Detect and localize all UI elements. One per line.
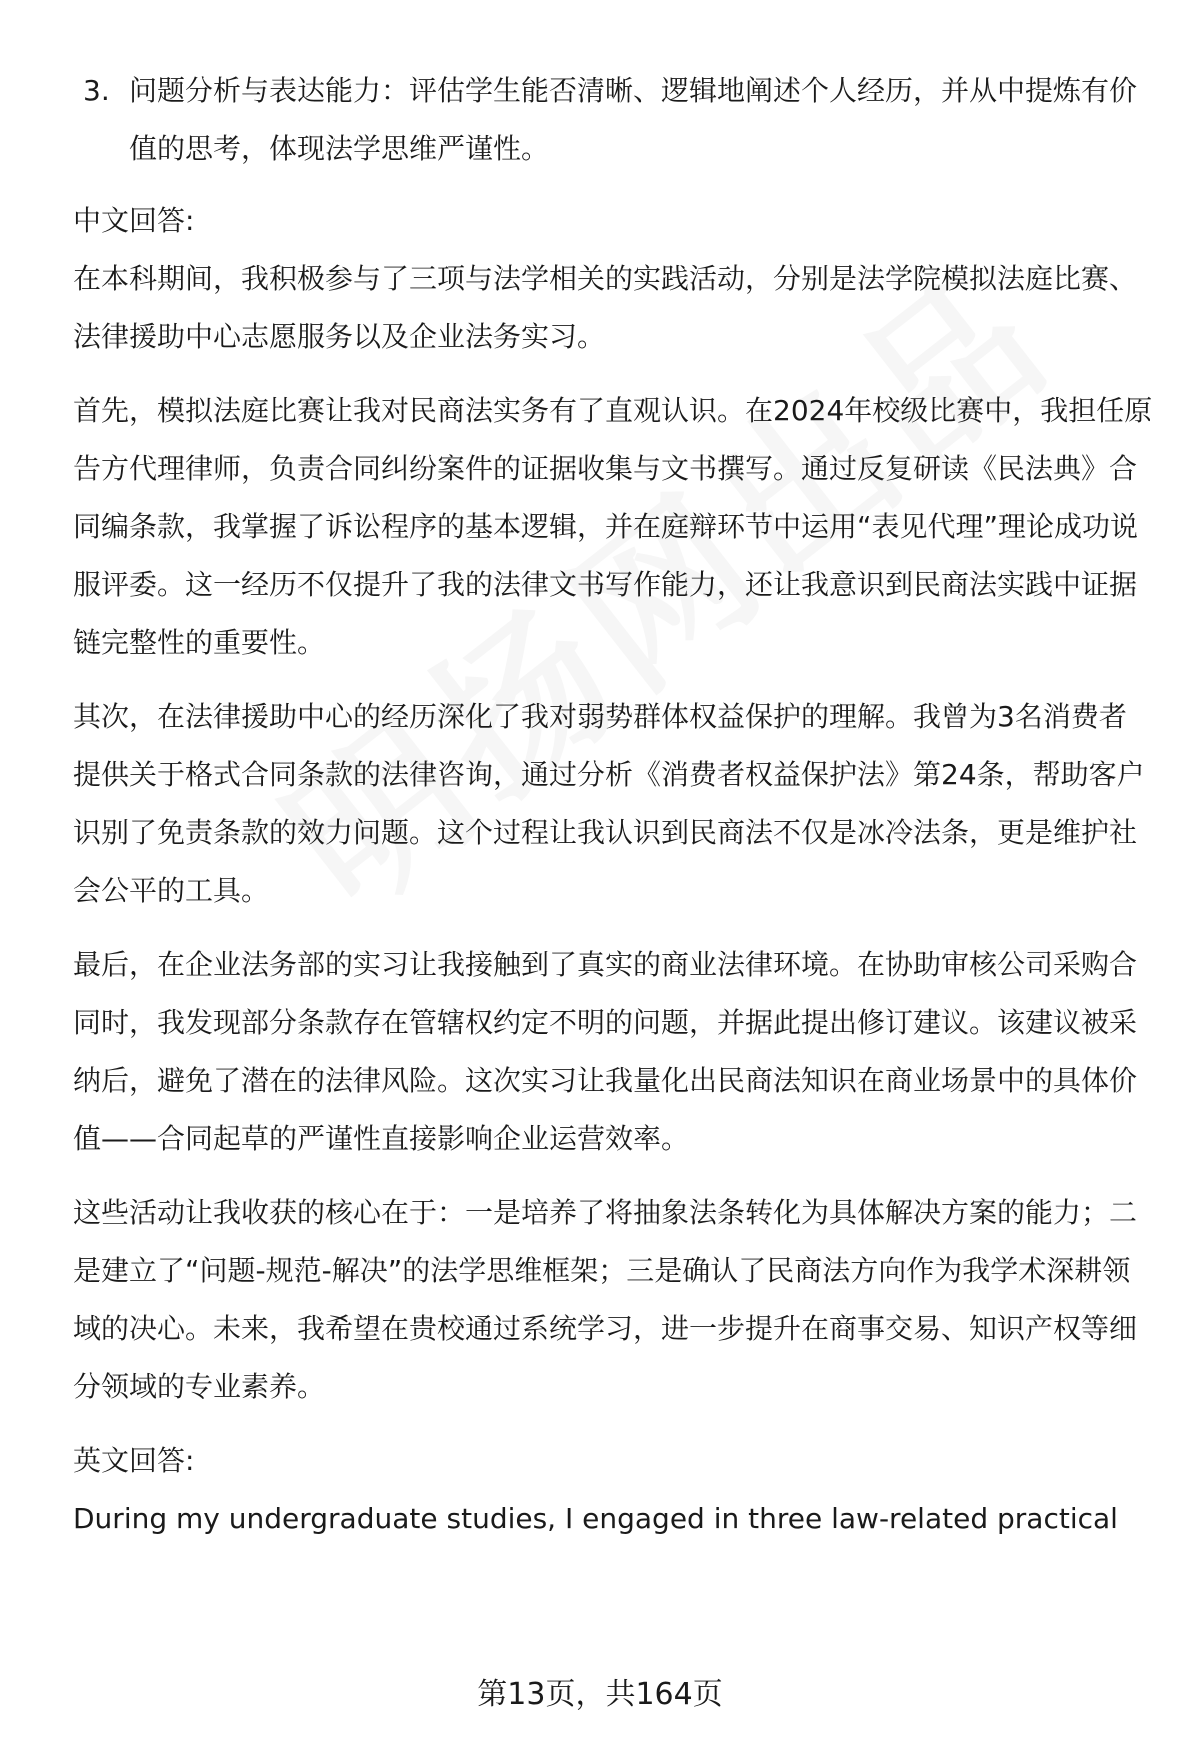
chinese-answer-paragraph-4: 最后，在企业法务部的实习让我接触到了真实的商业法律环境。在协助审核公司采购合同时，我发现部分条款存在管辖权约定不明的问题，并据此提出修订建议。该建议被采纳后，避免了潜在的法律风险。这次实习让我量化出民商法知识在商业场景中的具体价值——合同起草的严谨性直接影响企业运营效率。 <box>73 948 1138 1155</box>
chinese-answer-paragraph-2: 首先，模拟法庭比赛让我对民商法实务有了直观认识。在2024年校级比赛中，我担任原告方代理律师，负责合同纠纷案件的证据收集与文书撰写。通过反复研读《民法典》合同编条款，我掌握了诉讼程序的基本逻辑，并在庭辩环节中运用“表见代理”理论成功说服评委。这一经历不仅提升了我的法律文书写作能力，还让我意识到民商法实践中证据链完整性的重要性。 <box>73 394 1153 659</box>
list-item <box>73 62 1153 178</box>
chinese-answer-label: 中文回答: <box>73 204 195 237</box>
page-number-footer: 第13页，共164页 <box>477 1677 723 1712</box>
list-item-text: 问题分析与表达能力：评估学生能否清晰、逻辑地阐述个人经历，并从中提炼有价值的思考，体现法学思维严谨性。 <box>129 74 1138 165</box>
chinese-answer-paragraph-1: 在本科期间，我积极参与了三项与法学相关的实践活动，分别是法学院模拟法庭比赛、法律援助中心志愿服务以及企业法务实习。 <box>73 262 1138 353</box>
list-item-number: 3. <box>83 74 110 107</box>
chinese-answer-paragraph-3: 其次，在法律援助中心的经历深化了我对弱势群体权益保护的理解。我曾为3名消费者提供关于格式合同条款的法律咨询，通过分析《消费者权益保护法》第24条，帮助客户识别了免责条款的效力问题。这个过程让我认识到民商法不仅是冰冷法条，更是维护社会公平的工具。 <box>73 700 1145 907</box>
page-content <box>73 62 1153 1548</box>
english-answer-first-line: During my undergraduate studies, I engaged in three law-related practical <box>73 1502 1118 1535</box>
english-answer-label: 英文回答: <box>73 1444 195 1477</box>
chinese-answer-paragraph-5: 这些活动让我收获的核心在于：一是培养了将抽象法条转化为具体解决方案的能力；二是建立了“问题-规范-解决”的法学思维框架；三是确认了民商法方向作为我学术深耕领域的决心。未来，我希望在贵校通过系统学习，进一步提升在商事交易、知识产权等细分领域的专业素养。 <box>73 1196 1138 1403</box>
